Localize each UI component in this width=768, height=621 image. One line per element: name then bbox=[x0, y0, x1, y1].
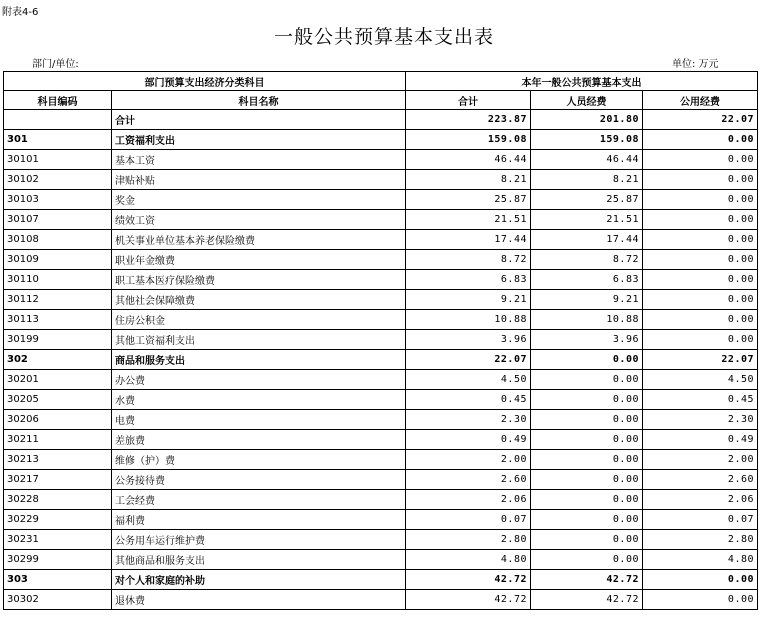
row-name: 电费 bbox=[112, 410, 406, 430]
row-code: 302 bbox=[4, 350, 112, 370]
unit-label: 单位: 万元 bbox=[672, 59, 719, 70]
row-public: 0.00 bbox=[643, 170, 758, 190]
attachment-label: 附表4-6 bbox=[2, 7, 39, 18]
row-total: 159.08 bbox=[406, 130, 531, 150]
row-public: 2.60 bbox=[643, 470, 758, 490]
row-total: 8.21 bbox=[406, 170, 531, 190]
row-code: 30109 bbox=[4, 250, 112, 270]
row-total: 4.50 bbox=[406, 370, 531, 390]
row-code: 30201 bbox=[4, 370, 112, 390]
table-row bbox=[4, 550, 758, 570]
row-name: 工会经费 bbox=[112, 490, 406, 510]
row-code: 30103 bbox=[4, 190, 112, 210]
row-name: 办公费 bbox=[112, 370, 406, 390]
table-row bbox=[4, 590, 758, 610]
table-row bbox=[4, 290, 758, 310]
row-code: 30231 bbox=[4, 530, 112, 550]
row-public: 0.00 bbox=[643, 270, 758, 290]
row-code: 30302 bbox=[4, 590, 112, 610]
row-name: 商品和服务支出 bbox=[112, 350, 406, 370]
table-row bbox=[4, 350, 758, 370]
row-total: 10.88 bbox=[406, 310, 531, 330]
row-public: 2.80 bbox=[643, 530, 758, 550]
table-body bbox=[4, 110, 758, 610]
table-row bbox=[4, 570, 758, 590]
row-code: 30229 bbox=[4, 510, 112, 530]
header-public: 公用经费 bbox=[643, 91, 758, 110]
row-personnel: 0.00 bbox=[531, 390, 643, 410]
row-total: 9.21 bbox=[406, 290, 531, 310]
row-code: 30228 bbox=[4, 490, 112, 510]
table-row bbox=[4, 450, 758, 470]
row-name: 职工基本医疗保险缴费 bbox=[112, 270, 406, 290]
row-public: 0.00 bbox=[643, 570, 758, 590]
row-code: 30107 bbox=[4, 210, 112, 230]
row-code: 30108 bbox=[4, 230, 112, 250]
row-name: 工资福利支出 bbox=[112, 130, 406, 150]
row-name: 津贴补贴 bbox=[112, 170, 406, 190]
row-name: 公务接待费 bbox=[112, 470, 406, 490]
row-name: 住房公积金 bbox=[112, 310, 406, 330]
row-personnel: 0.00 bbox=[531, 350, 643, 370]
row-public: 2.00 bbox=[643, 450, 758, 470]
row-total: 2.60 bbox=[406, 470, 531, 490]
row-code: 30211 bbox=[4, 430, 112, 450]
row-personnel: 46.44 bbox=[531, 150, 643, 170]
row-personnel: 201.80 bbox=[531, 110, 643, 130]
row-personnel: 42.72 bbox=[531, 570, 643, 590]
row-public: 0.45 bbox=[643, 390, 758, 410]
table-row bbox=[4, 270, 758, 290]
row-public: 4.50 bbox=[643, 370, 758, 390]
table-row bbox=[4, 110, 758, 130]
row-public: 2.30 bbox=[643, 410, 758, 430]
row-personnel: 0.00 bbox=[531, 510, 643, 530]
row-code: 30112 bbox=[4, 290, 112, 310]
row-public: 0.00 bbox=[643, 250, 758, 270]
row-name: 退休费 bbox=[112, 590, 406, 610]
row-personnel: 42.72 bbox=[531, 590, 643, 610]
row-public: 0.00 bbox=[643, 150, 758, 170]
table-row bbox=[4, 490, 758, 510]
row-name: 维修（护）费 bbox=[112, 450, 406, 470]
header-group-left: 部门预算支出经济分类科目 bbox=[4, 72, 406, 91]
table-row bbox=[4, 150, 758, 170]
row-total: 0.45 bbox=[406, 390, 531, 410]
table-row bbox=[4, 430, 758, 450]
row-name: 公务用车运行维护费 bbox=[112, 530, 406, 550]
header-name: 科目名称 bbox=[112, 91, 406, 110]
row-code: 30299 bbox=[4, 550, 112, 570]
row-personnel: 21.51 bbox=[531, 210, 643, 230]
header-code: 科目编码 bbox=[4, 91, 112, 110]
row-total: 6.83 bbox=[406, 270, 531, 290]
row-public: 0.00 bbox=[643, 230, 758, 250]
row-personnel: 25.87 bbox=[531, 190, 643, 210]
table-row bbox=[4, 230, 758, 250]
row-public: 0.00 bbox=[643, 330, 758, 350]
row-personnel: 0.00 bbox=[531, 410, 643, 430]
row-personnel: 9.21 bbox=[531, 290, 643, 310]
table-row bbox=[4, 250, 758, 270]
row-code: 30113 bbox=[4, 310, 112, 330]
row-personnel: 10.88 bbox=[531, 310, 643, 330]
row-name: 其他社会保障缴费 bbox=[112, 290, 406, 310]
row-total: 8.72 bbox=[406, 250, 531, 270]
row-personnel: 0.00 bbox=[531, 530, 643, 550]
row-total: 46.44 bbox=[406, 150, 531, 170]
header-total: 合计 bbox=[406, 91, 531, 110]
row-total: 0.49 bbox=[406, 430, 531, 450]
row-name: 机关事业单位基本养老保险缴费 bbox=[112, 230, 406, 250]
header-row-group bbox=[4, 72, 758, 91]
row-total: 223.87 bbox=[406, 110, 531, 130]
row-personnel: 0.00 bbox=[531, 370, 643, 390]
row-code: 303 bbox=[4, 570, 112, 590]
row-total: 2.06 bbox=[406, 490, 531, 510]
row-name: 其他商品和服务支出 bbox=[112, 550, 406, 570]
row-code: 30217 bbox=[4, 470, 112, 490]
row-public: 0.00 bbox=[643, 130, 758, 150]
table-row bbox=[4, 330, 758, 350]
row-code: 301 bbox=[4, 130, 112, 150]
row-name: 基本工资 bbox=[112, 150, 406, 170]
row-name: 职业年金缴费 bbox=[112, 250, 406, 270]
row-name: 其他工资福利支出 bbox=[112, 330, 406, 350]
row-total: 25.87 bbox=[406, 190, 531, 210]
row-code: 30110 bbox=[4, 270, 112, 290]
page-title: 一般公共预算基本支出表 bbox=[273, 26, 494, 48]
row-code: 30206 bbox=[4, 410, 112, 430]
row-personnel: 8.72 bbox=[531, 250, 643, 270]
row-total: 42.72 bbox=[406, 590, 531, 610]
table-row bbox=[4, 130, 758, 150]
row-public: 0.00 bbox=[643, 190, 758, 210]
row-personnel: 159.08 bbox=[531, 130, 643, 150]
row-name: 水费 bbox=[112, 390, 406, 410]
row-personnel: 0.00 bbox=[531, 470, 643, 490]
row-total: 17.44 bbox=[406, 230, 531, 250]
table-row bbox=[4, 410, 758, 430]
row-total: 2.00 bbox=[406, 450, 531, 470]
table-row bbox=[4, 190, 758, 210]
row-public: 0.49 bbox=[643, 430, 758, 450]
row-code bbox=[4, 110, 112, 130]
row-public: 0.00 bbox=[643, 310, 758, 330]
row-personnel: 0.00 bbox=[531, 490, 643, 510]
table-row bbox=[4, 510, 758, 530]
row-personnel: 6.83 bbox=[531, 270, 643, 290]
row-public: 0.00 bbox=[643, 590, 758, 610]
table-row bbox=[4, 170, 758, 190]
row-name: 绩效工资 bbox=[112, 210, 406, 230]
row-personnel: 8.21 bbox=[531, 170, 643, 190]
row-total: 4.80 bbox=[406, 550, 531, 570]
row-personnel: 0.00 bbox=[531, 430, 643, 450]
row-public: 0.00 bbox=[643, 290, 758, 310]
row-total: 0.07 bbox=[406, 510, 531, 530]
row-name: 福利费 bbox=[112, 510, 406, 530]
table-row bbox=[4, 370, 758, 390]
row-personnel: 3.96 bbox=[531, 330, 643, 350]
row-total: 21.51 bbox=[406, 210, 531, 230]
row-code: 30101 bbox=[4, 150, 112, 170]
row-name: 奖金 bbox=[112, 190, 406, 210]
row-name: 合计 bbox=[112, 110, 406, 130]
row-total: 3.96 bbox=[406, 330, 531, 350]
row-public: 2.06 bbox=[643, 490, 758, 510]
row-total: 2.80 bbox=[406, 530, 531, 550]
row-code: 30102 bbox=[4, 170, 112, 190]
header-row-columns bbox=[4, 91, 758, 110]
row-total: 2.30 bbox=[406, 410, 531, 430]
table-row bbox=[4, 470, 758, 490]
row-name: 对个人和家庭的补助 bbox=[112, 570, 406, 590]
row-code: 30213 bbox=[4, 450, 112, 470]
row-public: 22.07 bbox=[643, 350, 758, 370]
budget-table bbox=[3, 71, 758, 610]
header-personnel: 人员经费 bbox=[531, 91, 643, 110]
table-row bbox=[4, 390, 758, 410]
dept-label: 部门/单位: bbox=[32, 59, 79, 70]
row-code: 30199 bbox=[4, 330, 112, 350]
row-public: 0.00 bbox=[643, 210, 758, 230]
row-public: 0.07 bbox=[643, 510, 758, 530]
table-row bbox=[4, 310, 758, 330]
table-row bbox=[4, 530, 758, 550]
row-personnel: 0.00 bbox=[531, 450, 643, 470]
row-total: 22.07 bbox=[406, 350, 531, 370]
row-personnel: 17.44 bbox=[531, 230, 643, 250]
table-row bbox=[4, 210, 758, 230]
header-group-right: 本年一般公共预算基本支出 bbox=[406, 72, 758, 91]
row-public: 4.80 bbox=[643, 550, 758, 570]
row-total: 42.72 bbox=[406, 570, 531, 590]
row-name: 差旅费 bbox=[112, 430, 406, 450]
row-personnel: 0.00 bbox=[531, 550, 643, 570]
row-code: 30205 bbox=[4, 390, 112, 410]
row-public: 22.07 bbox=[643, 110, 758, 130]
